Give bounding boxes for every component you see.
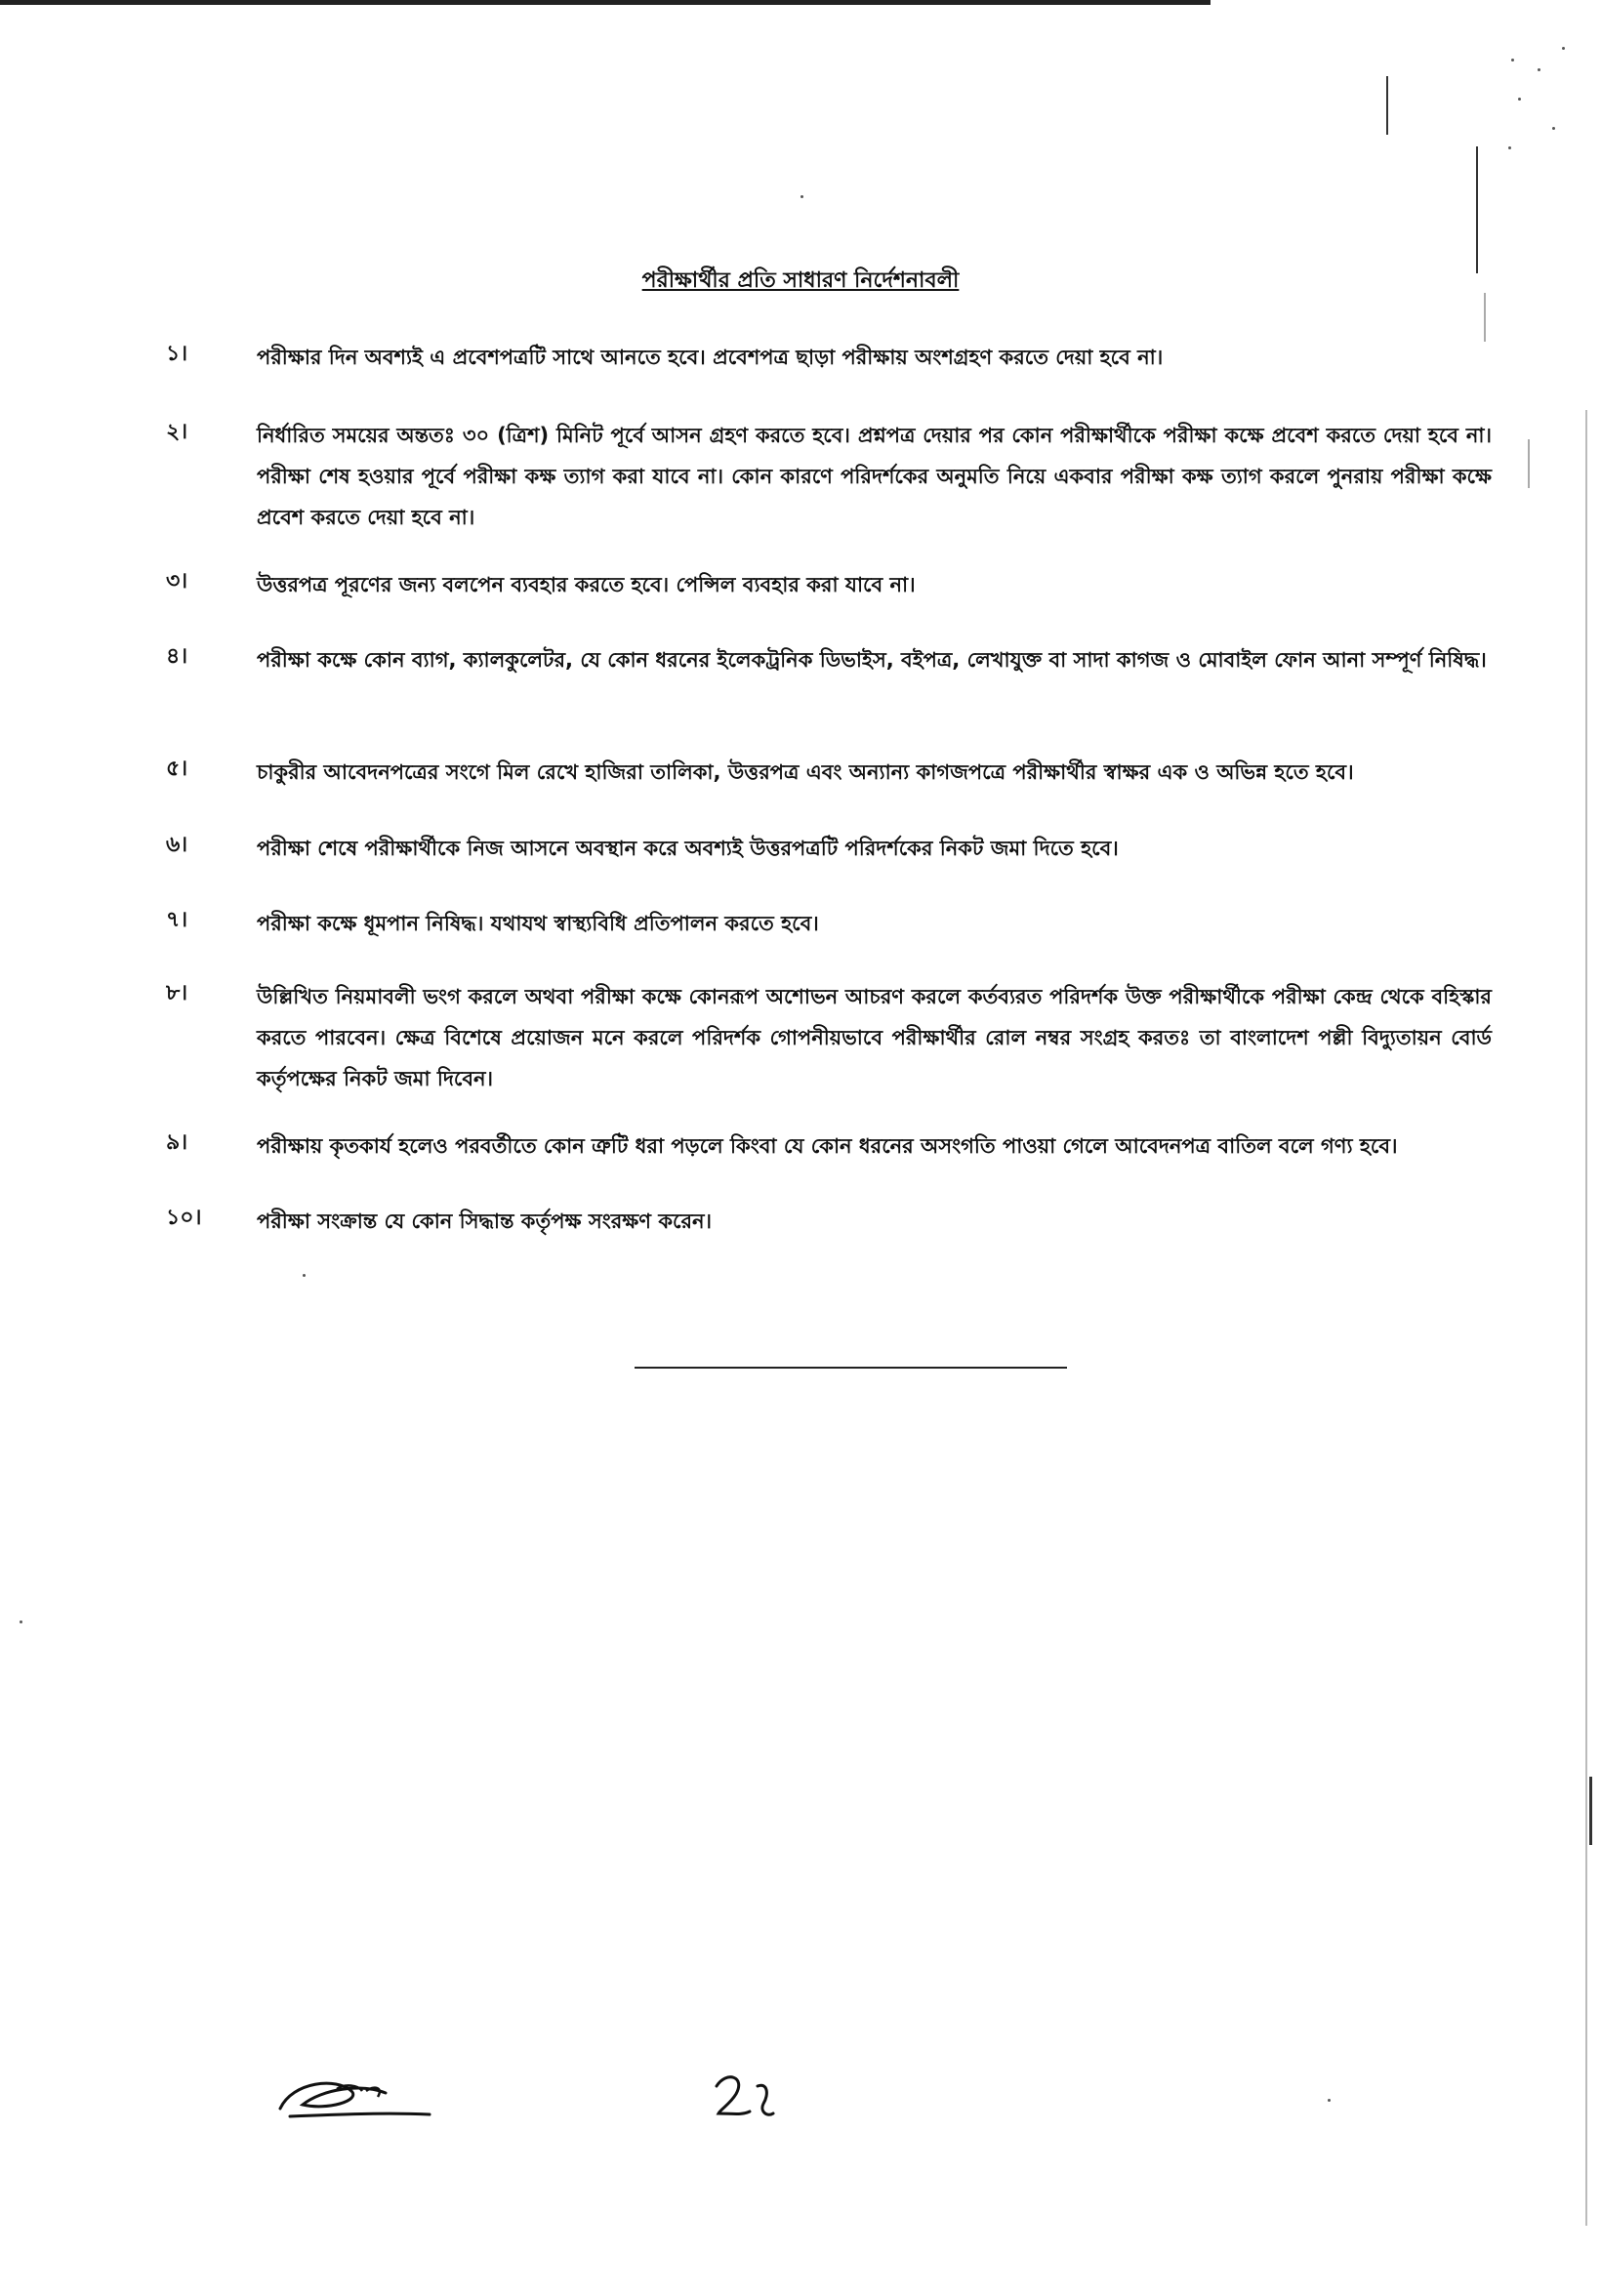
instruction-text: পরীক্ষার দিন অবশ্যই এ প্রবেশপত্রটি সাথে আনতে হবে। প্রবেশপত্র ছাড়া পরীক্ষায় অংশগ্রহণ করতে দেয়া হবে না।	[257, 346, 1164, 369]
scan-speck	[1562, 47, 1565, 50]
instruction-number: ৪।	[166, 644, 188, 669]
instruction-text: পরীক্ষা কক্ষে কোন ব্যাগ, ক্যালকুলেটর, যে কোন ধরনের ইলেকট্রনিক ডিভাইস, বইপত্র, লেখাযুক্ত বা সাদা কাগজ ও মোবাইল ফোন আনা সম্পূর্ণ নিষিদ্ধ।	[257, 648, 1487, 672]
instruction-number: ১০।	[166, 1206, 202, 1230]
scan-mark	[1484, 293, 1486, 342]
scan-mark	[1386, 76, 1388, 135]
handwritten-page-mark	[703, 2065, 791, 2133]
scan-mark	[1476, 146, 1478, 273]
instruction-text: পরীক্ষা কক্ষে ধূমপান নিষিদ্ধ। যথাযথ স্বাস্থ্যবিধি প্রতিপালন করতে হবে।	[257, 912, 819, 935]
scan-mark	[1589, 1777, 1592, 1845]
scan-speck	[800, 195, 803, 198]
scan-speck	[1328, 2099, 1331, 2102]
divider-line	[635, 1367, 1067, 1369]
page-title: পরীক্ষার্থীর প্রতি সাধারণ নির্দেশনাবলী	[641, 268, 960, 293]
scan-top-edge	[0, 0, 1211, 5]
instruction-number: ৬।	[166, 833, 188, 857]
handwritten-signature	[268, 2070, 444, 2128]
scan-speck	[1508, 146, 1511, 149]
scan-speck	[1552, 127, 1555, 130]
scan-speck	[1518, 98, 1521, 101]
instruction-number: ৩।	[166, 569, 188, 594]
scan-speck	[1511, 59, 1514, 62]
instruction-text: পরীক্ষা শেষে পরীক্ষার্থীকে নিজ আসনে অবস্থান করে অবশ্যই উত্তরপত্রটি পরিদর্শকের নিকট জমা দিতে হবে।	[257, 837, 1119, 860]
scan-mark	[1528, 439, 1530, 488]
instruction-text: নির্ধারিত সময়ের অন্ততঃ ৩০ (ত্রিশ) মিনিট পূর্বে আসন গ্রহণ করতে হবে। প্রশ্নপত্র দেয়ার পর কোন পরীক্ষার্থীকে পরীক্ষা কক্ষে প্রবেশ করতে দেয়া হবে না। পরীক্ষা শেষ হওয়ার পূর্বে পরীক্ষা কক্ষ ত্যাগ করা যাবে না। কোন কারণে পরিদর্শকের অনুমতি নিয়ে একবার পরীক্ষা কক্ষ ত্যাগ করলে পুনরায় পরীক্ষা কক্ষে প্রবেশ করতে দেয়া হবে না।	[257, 424, 1492, 529]
scan-speck	[20, 1620, 22, 1623]
scan-right-edge	[1585, 410, 1587, 2226]
instruction-number: ৫।	[166, 757, 188, 781]
instruction-text: পরীক্ষা সংক্রান্ত যে কোন সিদ্ধান্ত কর্তৃপক্ষ সংরক্ষণ করেন।	[257, 1210, 713, 1233]
instruction-text: পরীক্ষায় কৃতকার্য হলেও পরবর্তীতে কোন ত্রুটি ধরা পড়লে কিংবা যে কোন ধরনের অসংগতি পাওয়া গেলে আবেদনপত্র বাতিল বলে গণ্য হবে।	[257, 1134, 1398, 1158]
instruction-text: উল্লিখিত নিয়মাবলী ভংগ করলে অথবা পরীক্ষা কক্ষে কোনরূপ অশোভন আচরণ করলে কর্তব্যরত পরিদর্শক উক্ত পরীক্ষার্থীকে পরীক্ষা কেন্দ্র থেকে বহিস্কার করতে পারবেন। ক্ষেত্র বিশেষে প্রয়োজন মনে করলে পরিদর্শক গোপনীয়ভাবে পরীক্ষার্থীর রোল নম্বর সংগ্রহ করতঃ তা বাংলাদেশ পল্লী বিদ্যুতায়ন বোর্ড কর্তৃপক্ষের নিকট জমা দিবেন।	[257, 985, 1492, 1090]
instruction-number: ৯।	[166, 1130, 188, 1155]
instruction-number: ১।	[166, 342, 188, 366]
instruction-number: ৮।	[166, 981, 188, 1005]
instruction-text: উত্তরপত্র পূরণের জন্য বলপেন ব্যবহার করতে হবে। পেন্সিল ব্যবহার করা যাবে না।	[257, 573, 916, 596]
instruction-number: ৭।	[166, 908, 188, 932]
scan-speck	[303, 1274, 306, 1277]
instruction-number: ২।	[166, 420, 188, 444]
scan-speck	[1538, 68, 1540, 71]
instruction-text: চাকুরীর আবেদনপত্রের সংগে মিল রেখে হাজিরা তালিকা, উত্তরপত্র এবং অন্যান্য কাগজপত্রে পরীক্ষার্থীর স্বাক্ষর এক ও অভিন্ন হতে হবে।	[257, 760, 1354, 784]
